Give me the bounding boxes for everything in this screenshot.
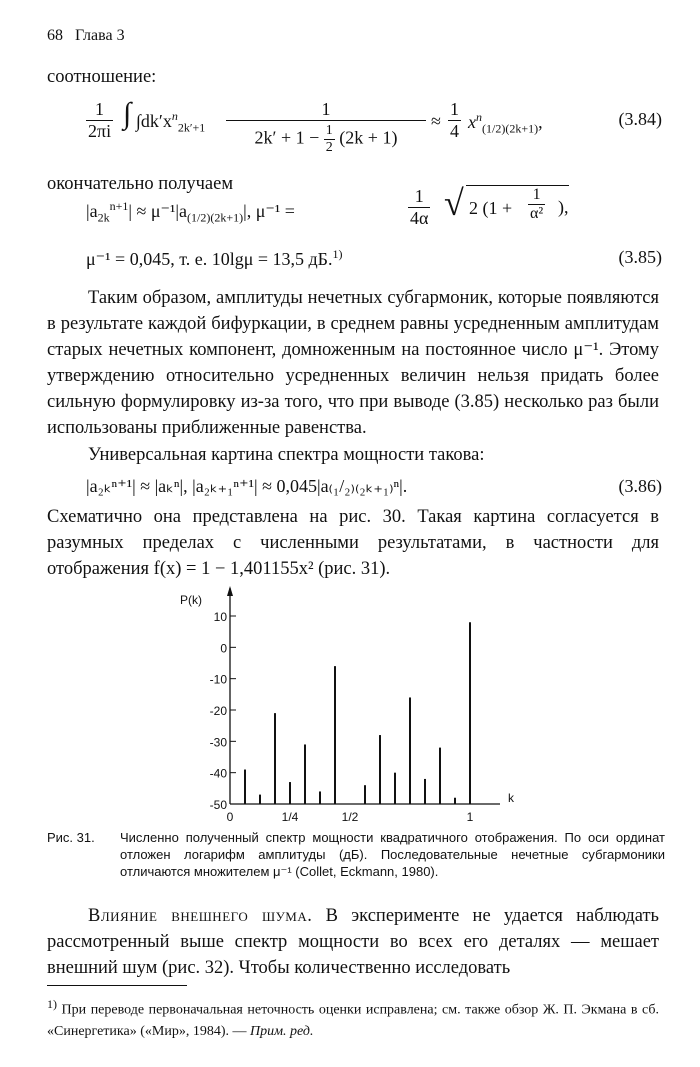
chapter-title: Глава 3	[75, 27, 125, 44]
sqrt-sign: √	[444, 183, 464, 223]
y-axis-arrow	[227, 586, 233, 596]
eq384-rhs: $x^n_{(1/2)(2k+1)}$,	[468, 110, 543, 136]
integral-sign: ∫	[123, 97, 132, 130]
x-axis-label: k	[508, 791, 514, 805]
power-spectrum-chart	[170, 580, 530, 825]
eq384-integrand: $\int dk'x^n_{2k'+1}$	[136, 109, 206, 135]
x-tick-label: 1/2	[341, 810, 359, 824]
equation-3-86: |a₂ₖⁿ⁺¹| ≈ |aₖⁿ|, |a₂ₖ₊₁ⁿ⁺¹| ≈ 0,045|a₍₁/₂₎₍₂ₖ₊₁₎ⁿ|.	[86, 476, 408, 496]
y-axis-label: P(k)	[180, 593, 202, 607]
x-tick-label: 0	[226, 810, 234, 824]
y-tick-label: 0	[220, 641, 227, 656]
eq385-number: (3.85)	[618, 247, 662, 267]
y-tick-label: 10	[213, 610, 227, 624]
y-tick-label: -10	[209, 672, 227, 687]
caption-label: Рис. 31.	[47, 830, 95, 845]
equation-3-85: μ⁻¹ = 0,045, т. е. 10lgμ = 13,5 дБ.$^{1)}$	[86, 247, 343, 269]
y-tick-label: -20	[209, 704, 227, 718]
eq386-number: (3.86)	[618, 476, 662, 496]
paragraph-2: Универсальная картина спектра мощности такова:	[88, 445, 485, 465]
eq384-big-fraction: 1 2k′ + 1 − $\frac{1}{2}$ (2k + 1)	[226, 99, 426, 156]
y-tick-label: -40	[209, 766, 227, 781]
eq384-quarter-fraction: $\frac{1}{4}$	[450, 99, 459, 141]
intro-word: соотношение:	[47, 67, 157, 87]
footnote: $^{1)}$ При переводе первоначальная неточность оценки исправлена; см. также обзор Ж. П. Экмана в сб. «Синергетика» («Мир», 1984). — Прим. ред.	[47, 997, 659, 1039]
eq384-number: (3.84)	[618, 109, 662, 129]
approx-sign: ≈	[431, 111, 441, 131]
obtain-line: окончательно получаем	[47, 174, 234, 194]
section-heading: Влияние внешнего шума.	[88, 906, 313, 926]
x-tick-label: 1	[466, 810, 474, 824]
page-header	[47, 27, 125, 45]
sqrt-body: 2 (1 +	[466, 185, 569, 219]
paragraph-4: Влияние внешнего шума. В эксперименте не удается наблюдать рассмотренный выше спектр мощности во всех его деталях — мешает внешний шум (рис. 32). Чтобы количественно исследовать	[47, 906, 659, 978]
caption-text: Численно полученный спектр мощности квадратичного отображения. По оси ординат отложен логарифм амплитуды (дБ). Последовательные нечетные субгармоники отличаются множителем μ⁻¹ (Collet, Eckmann, 1980).	[120, 830, 665, 879]
eq384-prefix-fraction: $\frac{1}{2\pi i}$	[88, 99, 112, 141]
paragraph-3: Схематично она представлена на рис. 30. Такая картина согласуется в разумных пределах с численными результатами, в частности для отображения f(x) = 1 − 1,401155x² (рис. 31).	[47, 507, 659, 579]
paragraph-1: Таким образом, амплитуды нечетных субгармоник, которые появляются в результате каждой бифуркации, в среднем равны усредненным амплитудам старых нечетных компонент, домноженным на постоянное число μ⁻¹. Этому утверждению относительно усредненных величин нельзя придать более сильную формулировку из-за того, что при выводе (3.85) несколько раз были использованы приближенные равенства.	[47, 288, 659, 438]
y-tick-label: -30	[209, 735, 227, 750]
sqrt-inner-fraction: $\frac{1}{\text{α²}}$	[530, 186, 544, 222]
equation-mu: $|a_{2k}^{n+1}| \approx \mu^{-1}|a_{(1/2)(2k+1)}|$, μ⁻¹ = $\frac{1}{4\alpha}$ √ 2 (1 + $\frac{1}{\text{α²}}$ ),	[86, 183, 569, 228]
y-tick-label: -50	[209, 798, 227, 812]
eq-mu-fraction: $\frac{1}{4\alpha}$	[410, 186, 429, 228]
equation-3-84	[86, 97, 646, 167]
x-tick-label: 1/4	[281, 810, 299, 824]
footnote-rule	[47, 985, 187, 986]
page-number: 68	[47, 27, 63, 44]
